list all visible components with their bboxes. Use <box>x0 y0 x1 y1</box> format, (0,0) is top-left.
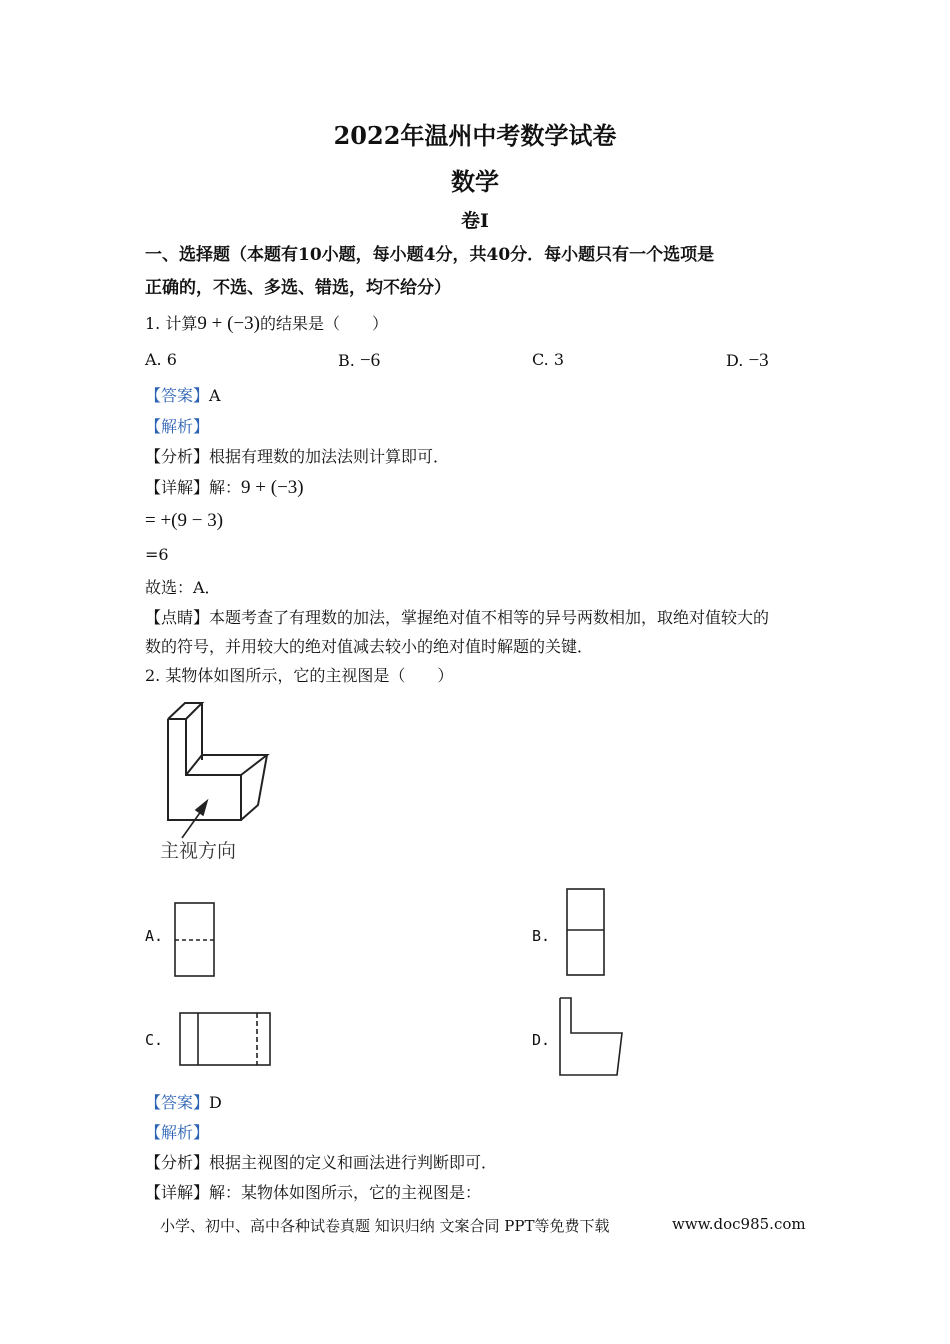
section-heading-line1: 一、选择题（本题有10小题，每小题4分，共40分．每小题只有一个选项是 <box>145 245 715 265</box>
q1-analysis-tag: 【解析】 <box>145 417 210 436</box>
q2-fenxi-text: 根据主视图的定义和画法进行判断即可． <box>209 1153 498 1172</box>
q2-option-b-label: B. <box>532 927 551 945</box>
q1-stem-suffix: 的结果是（ ） <box>259 314 388 333</box>
q2-xiangjie-tag: 【详解】 <box>145 1183 210 1202</box>
option-b-figure <box>567 889 604 975</box>
q1-xiangjie-prefix: 解： <box>209 478 242 497</box>
option-c-figure <box>180 1013 270 1065</box>
footer-site-link[interactable]: www.doc985.com <box>672 1215 806 1233</box>
q1-dianjing-line2: 数的符号，并用较大的绝对值减去较小的绝对值时解题的关键． <box>145 637 594 656</box>
q2-option-d-label: D. <box>532 1031 551 1049</box>
footer-left-text: 小学、初中、高中各种试卷真题 知识归纳 文案合同 PPT等免费下载 <box>160 1217 610 1235</box>
q1-option-a-value: 6 <box>166 350 177 369</box>
q2-fenxi-tag: 【分析】 <box>145 1153 210 1172</box>
q2-stem: 2. 某物体如图所示，它的主视图是（ ） <box>145 666 454 685</box>
q2-answer-value: D <box>209 1093 222 1112</box>
q2-figure-caption: 主视方向 <box>160 840 237 862</box>
q1-fenxi-tag: 【分析】 <box>145 447 210 466</box>
q2-option-c-label: C. <box>145 1031 164 1049</box>
q1-fenxi-text: 根据有理数的加法法则计算即可． <box>209 447 450 466</box>
q1-stem-math: 9 + (−3) <box>197 313 260 334</box>
q2-answer-tag: 【答案】 <box>145 1093 210 1112</box>
q1-xiangjie-tag: 【详解】 <box>145 478 210 497</box>
q2-xiangjie-text: 解：某物体如图所示，它的主视图是： <box>209 1183 482 1202</box>
q1-step2: =6 <box>145 545 169 564</box>
q1-option-c-label: C. <box>532 350 554 369</box>
q2-option-a-label: A. <box>145 927 164 945</box>
q1-option-b-value: −6 <box>359 350 381 371</box>
option-d-figure <box>560 998 622 1075</box>
doc-title: 2022年温州中考数学试卷 <box>333 121 617 150</box>
q2-analysis-tag: 【解析】 <box>145 1123 210 1142</box>
q1-dianjing-text1: 本题考查了有理数的加法，掌握绝对值不相等的异号两数相加，取绝对值较大的 <box>209 608 770 627</box>
q1-option-d-value: −3 <box>748 350 769 371</box>
q2-answer <box>145 1090 222 1113</box>
q2-fenxi <box>145 1150 497 1173</box>
q1-conclusion: 故选：A． <box>145 578 221 597</box>
q1-step1: = +(9 − 3) <box>145 510 224 531</box>
subject-title: 数学 <box>451 167 499 196</box>
q1-xiangjie-math: 9 + (−3) <box>241 477 304 498</box>
option-a-figure <box>175 903 214 976</box>
q2-xiangjie <box>145 1180 481 1203</box>
q1-answer-value: A <box>209 386 221 405</box>
q1-answer-tag: 【答案】 <box>145 386 210 405</box>
section-heading-line2: 正确的，不选、多选、错选，均不给分） <box>145 278 451 298</box>
q1-option-c-value: 3 <box>553 350 565 369</box>
q1-stem-prefix: 1. 计算 <box>145 314 198 333</box>
q1-option-a-label: A. <box>145 350 167 369</box>
q1-dianjing-tag: 【点睛】 <box>145 608 210 627</box>
q1-option-b-label: B. <box>338 351 360 370</box>
volume-label: 卷Ⅰ <box>461 210 489 232</box>
q1-option-d-label: D. <box>726 351 749 370</box>
